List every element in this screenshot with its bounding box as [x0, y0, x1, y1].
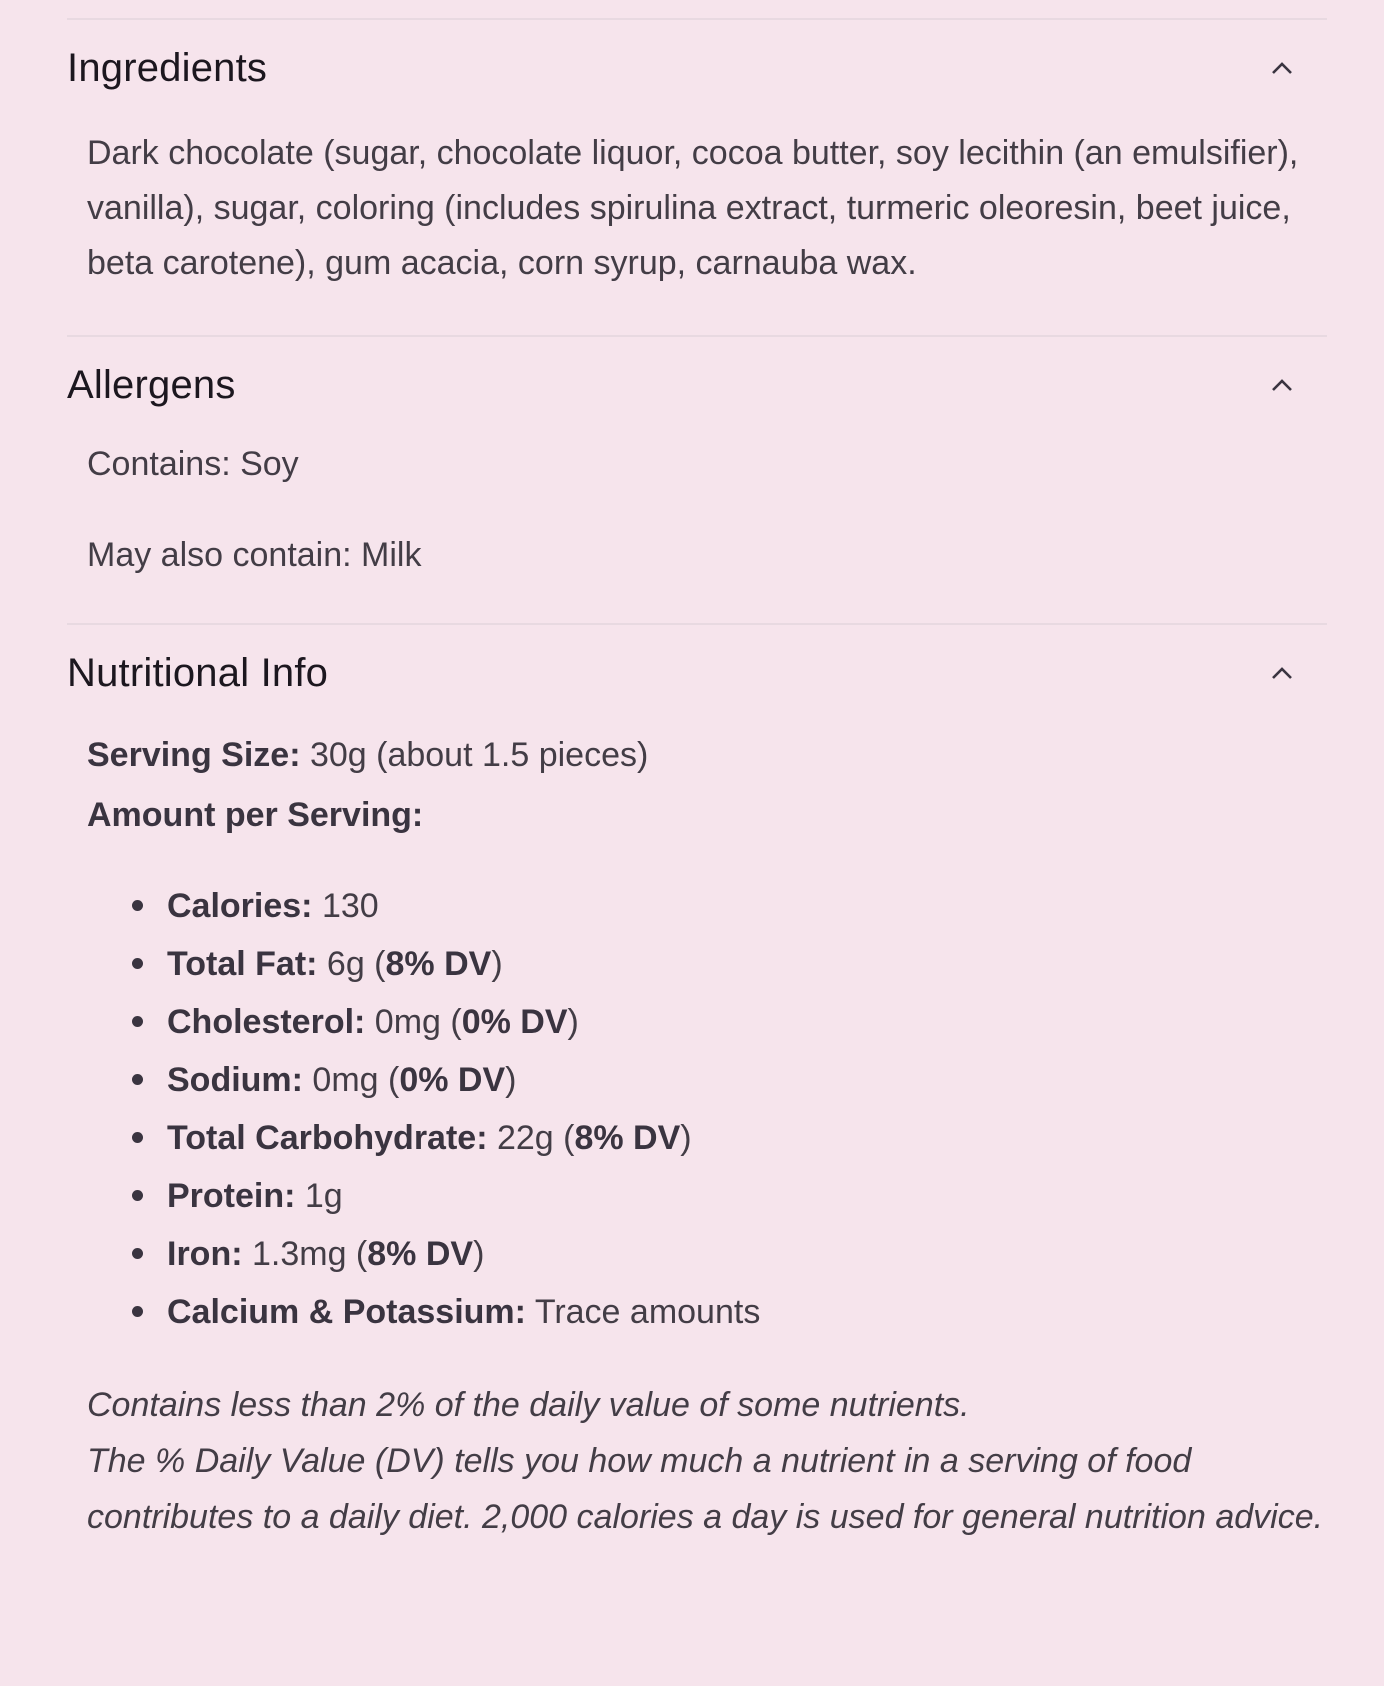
chevron-up-icon: [1271, 61, 1293, 75]
section-allergens: [67, 335, 1327, 623]
accordion-header-ingredients[interactable]: [67, 20, 1327, 92]
ingredients-text: Dark chocolate (sugar, chocolate liquor, cocoa butter, soy lecithin (an emulsifier), vanilla), sugar, coloring (includes spirulina extract, turmeric oleoresin, beet juice, beta carotene), gum acacia, corn syrup, carnauba wax.: [87, 134, 1299, 282]
accordion-header-nutritional-info[interactable]: [67, 625, 1327, 697]
dv-footnote-line: Contains less than 2% of the daily value of some nutrients.: [87, 1386, 970, 1424]
allergen-line: Contains: Soy: [87, 445, 299, 483]
nutrient-item: Sodium: 0mg (0% DV): [87, 1051, 1327, 1109]
nutrient-item: Total Carbohydrate: 22g (8% DV): [87, 1109, 1327, 1167]
section-ingredients: [67, 18, 1327, 335]
nutrient-item: Cholesterol: 0mg (0% DV): [87, 993, 1327, 1051]
section-title-allergens: Allergens: [67, 363, 236, 407]
chevron-up-icon: [1271, 666, 1293, 680]
accordion-header-allergens[interactable]: [67, 337, 1327, 409]
nutrient-item: Protein: 1g: [87, 1167, 1327, 1225]
ingredients-body: [87, 126, 1327, 335]
section-title-nutritional-info: Nutritional Info: [67, 651, 329, 695]
allergens-body: [87, 437, 1327, 623]
product-details-accordion: [0, 18, 1384, 1575]
serving-info: Serving Size: 30g (about 1.5 pieces) Amount per Serving:: [87, 736, 649, 834]
nutrient-item: Iron: 1.3mg (8% DV): [87, 1225, 1327, 1283]
chevron-up-icon: [1271, 378, 1293, 392]
section-nutritional-info: [67, 623, 1327, 1575]
nutrient-item: Calories: 130: [87, 877, 1327, 935]
dv-footnote: [87, 1377, 1327, 1545]
nutrients-list: [87, 877, 1327, 1341]
nutritional-body: [87, 725, 1327, 1575]
nutrient-item: Calcium & Potassium: Trace amounts: [87, 1283, 1327, 1341]
nutrient-item: Total Fat: 6g (8% DV): [87, 935, 1327, 993]
allergen-line: May also contain: Milk: [87, 536, 422, 574]
dv-footnote-line: The % Daily Value (DV) tells you how much a nutrient in a serving of food contributes to a daily diet. 2,000 calories a day is used for general nutrition advice.: [87, 1442, 1324, 1536]
section-title-ingredients: Ingredients: [67, 46, 268, 90]
